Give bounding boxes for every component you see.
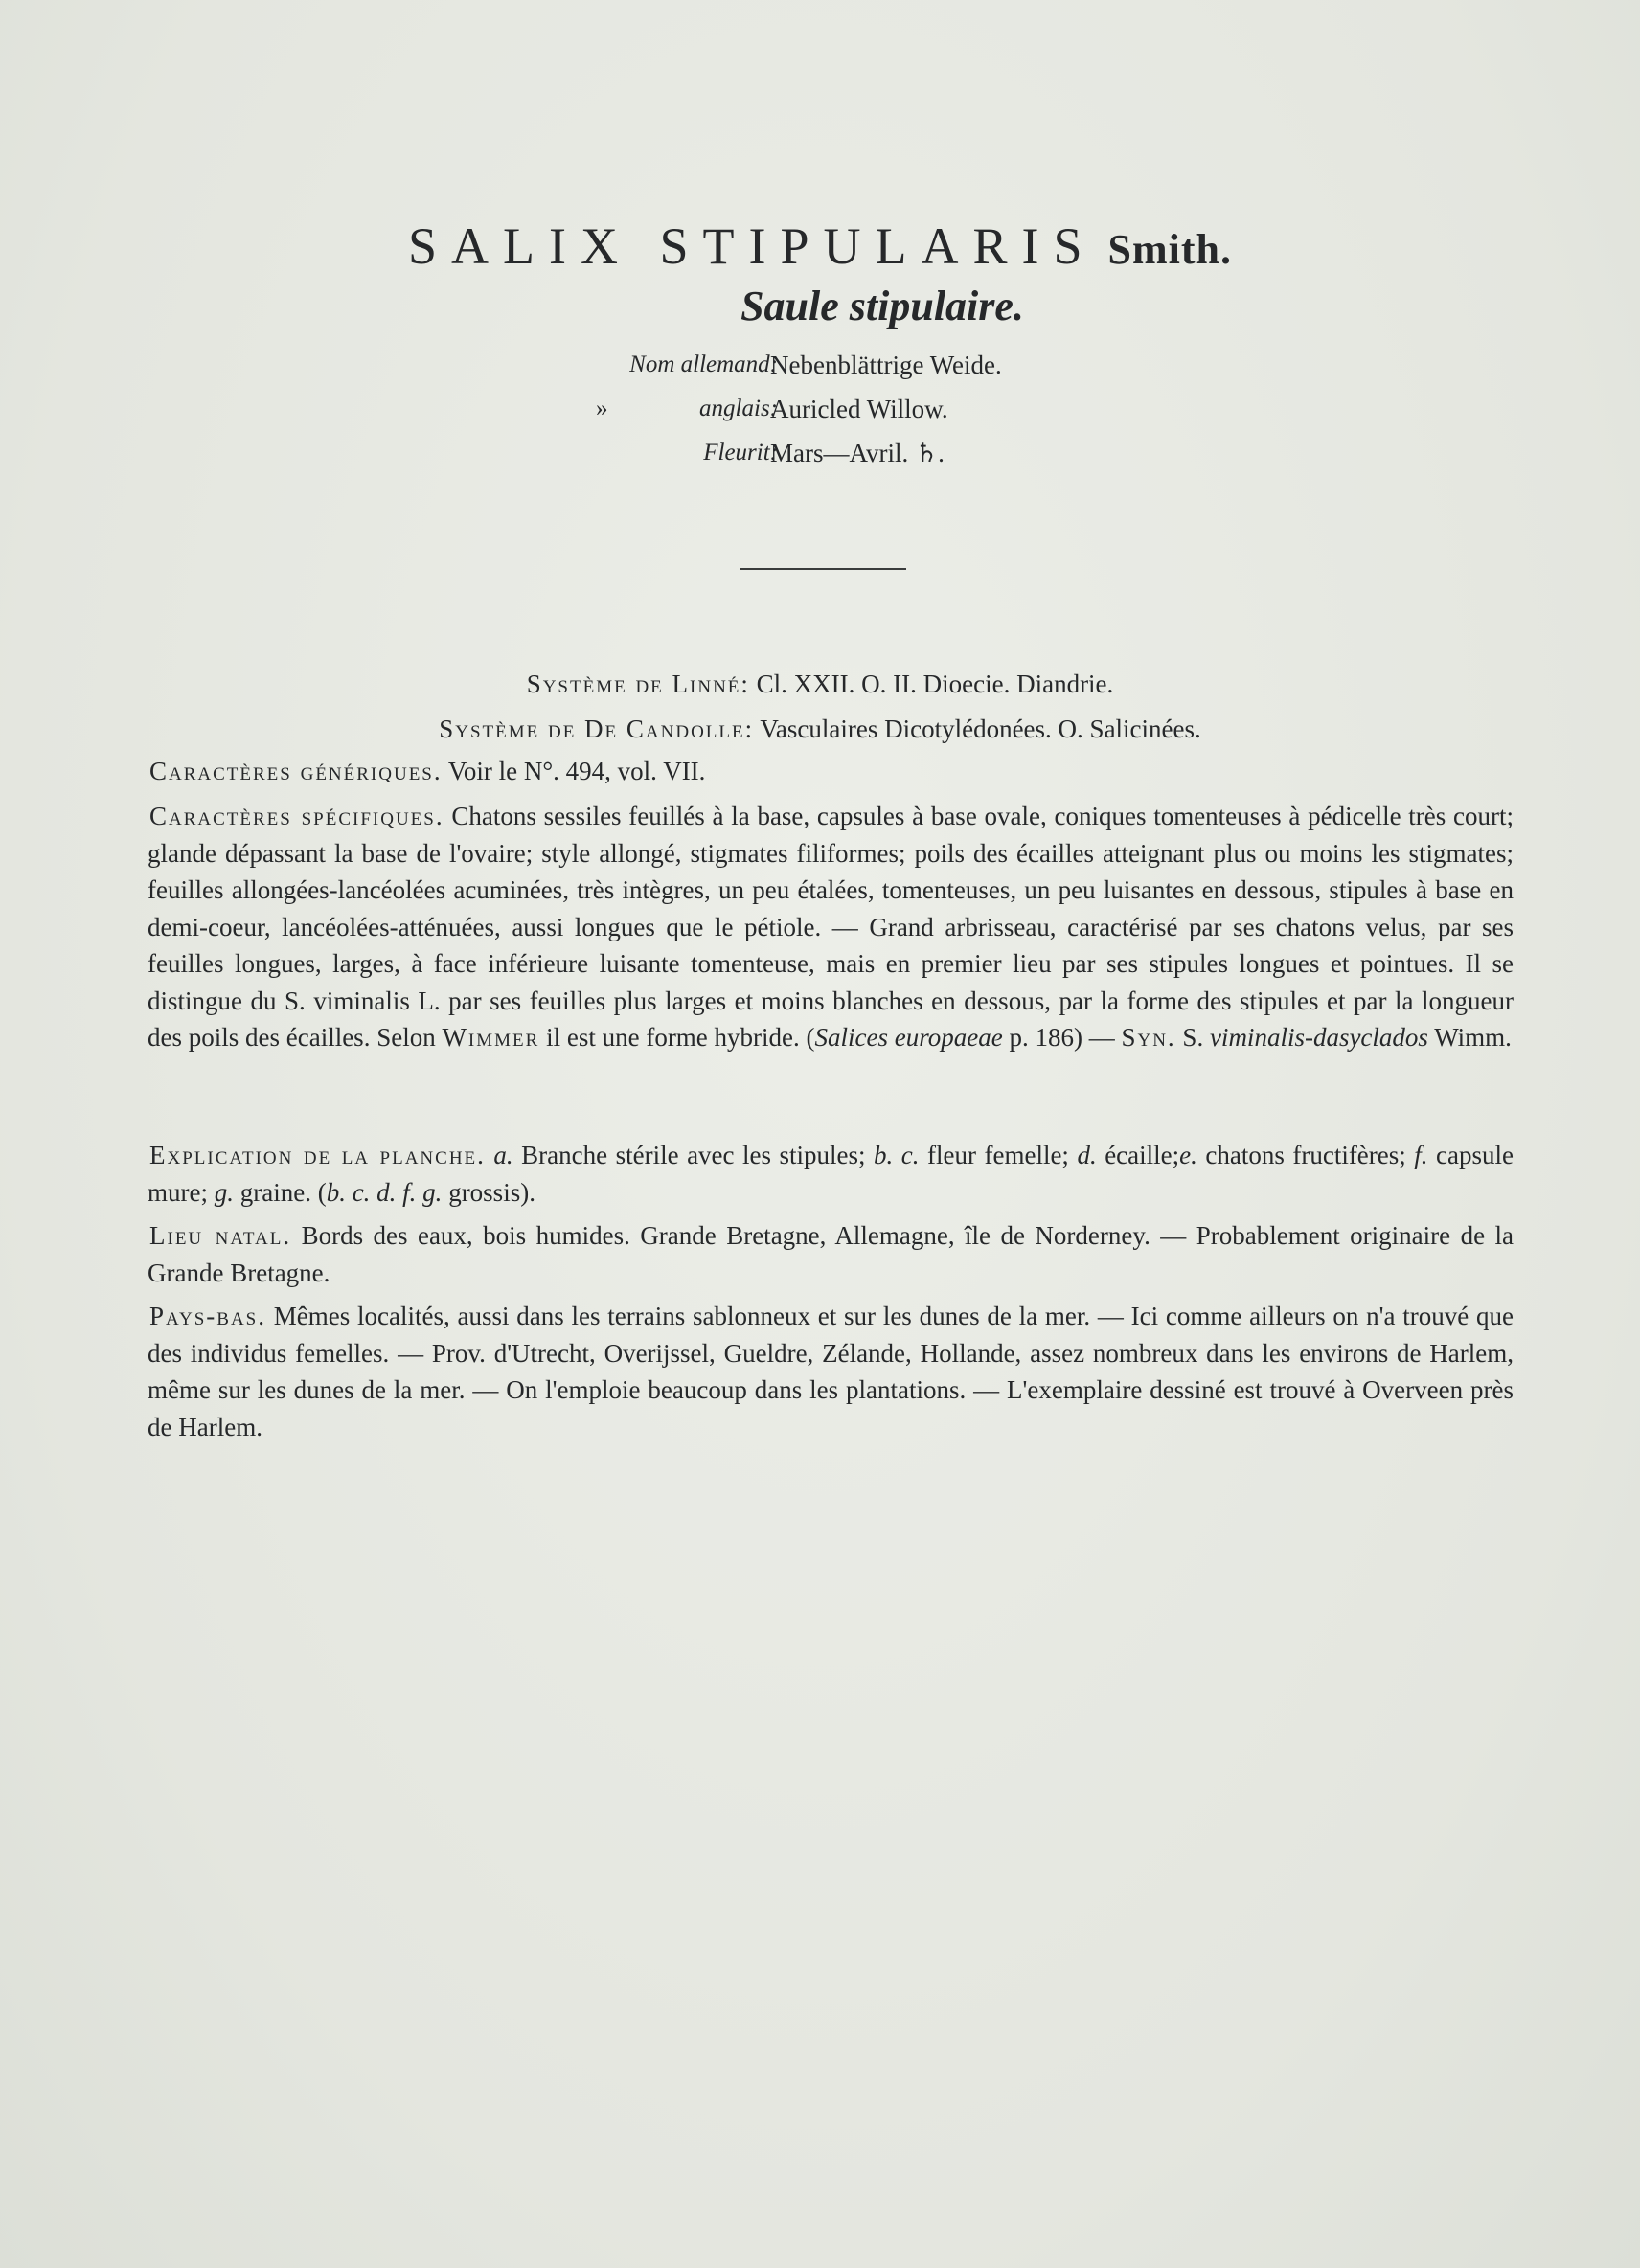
plate-key-bc: b. c. [874, 1141, 920, 1169]
latin-name: SALIX STIPULARIS [407, 217, 1097, 275]
linne-system [0, 665, 1640, 703]
specific-text5: Wimm. [1434, 1023, 1512, 1052]
plate-key-e: e. [1179, 1141, 1197, 1169]
plate-text-3: écaille; [1105, 1141, 1180, 1169]
native-heading: Lieu natal. [149, 1221, 292, 1250]
flowering-value: Mars—Avril. ♄. [770, 439, 945, 467]
plate-text-5: capsule mure; [148, 1141, 1515, 1207]
netherlands-section [148, 1298, 1514, 1445]
generic-heading: Caractères génériques. [149, 757, 443, 785]
specific-reference: Salices europaeae [814, 1023, 1003, 1052]
plate-explanation [148, 1137, 1514, 1211]
divider-rule [740, 568, 906, 570]
plate-heading: Explication de la planche. [149, 1141, 486, 1169]
synonym-label: Syn. [1121, 1023, 1176, 1052]
netherlands-text: Mêmes localités, aussi dans les terrains sablonneux et sur les dunes de la mer. — Ici comme ailleurs on n'a trouvé que des individus femelles. — Prov. d'Utrecht, Overijssel, Gueldre, Zélande, Hollande, assez nombreux dans les environs de Harlem, même sur les dunes de la mer. — On l'emploie beaucoup dans les plantations. — L'exemplaire dessiné est trouvé à Overveen près de Harlem. [148, 1302, 1514, 1441]
linne-value: Cl. XXII. O. II. Dioecie. Diandrie. [756, 669, 1114, 698]
page-title [0, 213, 1640, 284]
english-label: anglais: [699, 396, 778, 421]
flowering-row [0, 431, 1640, 475]
plate-text-1: Branche stérile avec les stipules; [521, 1141, 866, 1169]
specific-text: Chatons sessiles feuillés à la base, capsules à base ovale, coniques tomenteuses à pédicelle très court; glande dépassant la base de l'ovaire; style allongé, stigmates filiformes; poils des écailles atteignant plus ou moins les stigmates; feuilles allongées-lancéolées acuminées, très intègres, un peu étalées, tomenteuses, un peu luisantes en dessous, stipules à base en demi-coeur, lancéolées-atténuées, aussi longues que le pétiole. — Grand arbrisseau, caractérisé par ses chatons velus, par ses feuilles longues, larges, à face inférieure luisante tomenteuse, mais en premier lieu par ses stipules longues et pointues. Il se distingue du S. viminalis L. par ses feuilles plus larges et moins blanches en dessous, par la forme des stipules et par la longueur des poils des écailles. Selon [148, 802, 1514, 1052]
plate-text-2: fleur femelle; [927, 1141, 1069, 1169]
flowering-label: Fleurit: [703, 440, 778, 465]
german-label: Nom allemand: [629, 352, 778, 377]
native-location [148, 1217, 1514, 1291]
plate-text-6: graine. ( [239, 1177, 327, 1207]
plate-key-d: d. [1077, 1141, 1097, 1169]
specific-text3: p. 186) — [1009, 1023, 1115, 1052]
specific-text2: il est une forme hybride. ( [546, 1023, 815, 1052]
specific-text4: S. [1182, 1023, 1204, 1052]
generic-characters [148, 753, 1514, 790]
plate-text-7: grossis). [448, 1177, 535, 1207]
generic-text: Voir le N°. 494, vol. VII. [447, 757, 706, 785]
english-name-row [0, 387, 1640, 431]
ditto-mark: » [596, 396, 608, 421]
plate-text-4: chatons fructifères; [1205, 1141, 1406, 1169]
specific-heading: Caractères spécifiques. [149, 802, 444, 830]
plate-key-a: a. [493, 1141, 513, 1169]
candolle-value: Vasculaires Dicotylédonées. O. Salicinées. [760, 714, 1201, 743]
plate-key-list: b. c. d. f. g. [326, 1177, 443, 1207]
specific-characters [148, 798, 1514, 1056]
german-value: Nebenblättrige Weide. [770, 351, 1002, 379]
linne-label: Système de Linné: [526, 669, 750, 698]
specific-author: Wimmer [442, 1023, 540, 1052]
author-name: Smith. [1107, 226, 1233, 273]
candolle-system [0, 710, 1640, 748]
plate-key-f: f. [1414, 1141, 1428, 1169]
netherlands-heading: Pays-bas. [149, 1302, 266, 1330]
candolle-label: Système de De Candolle: [439, 714, 755, 743]
french-name: Saule stipulaire. [740, 283, 1024, 329]
common-names-block [0, 343, 1640, 475]
german-name-row [0, 343, 1640, 387]
native-text: Bords des eaux, bois humides. Grande Bretagne, Allemagne, île de Norderney. — Probablement originaire de la Grande Bretagne. [148, 1221, 1514, 1287]
plate-key-g: g. [214, 1177, 234, 1207]
english-value: Auricled Willow. [770, 395, 948, 423]
synonym-name: viminalis-dasyclados [1209, 1023, 1428, 1052]
